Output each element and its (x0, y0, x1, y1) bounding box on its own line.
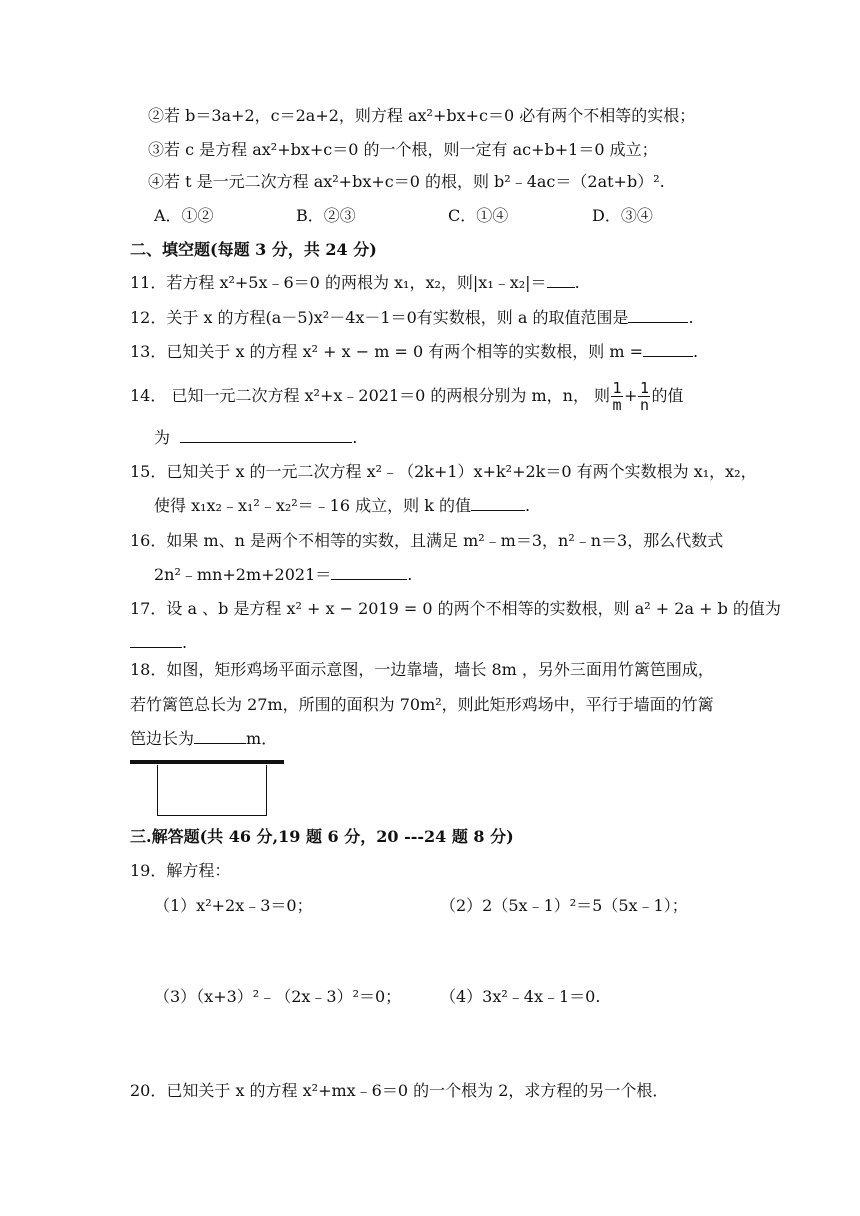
fraction-numerator: 1 (612, 379, 622, 397)
statement-2: ②若 b＝3a+2，c＝2a+2，则方程 ax²+bx+c＝0 必有两个不相等的实根； (148, 106, 696, 125)
question-14-text: 14． 已知一元二次方程 x²+x﹣2021＝0 的两根分别为 m，n， 则 (130, 386, 611, 405)
answer-blank[interactable] (643, 342, 693, 357)
fraction-1-over-m (611, 380, 623, 413)
answer-blank[interactable] (180, 428, 352, 443)
question-18-line-2: 若竹篱笆总长为 27m，所围的面积为 70m²，则此矩形鸡场中，平行于墙面的竹篱 (130, 695, 714, 714)
question-16: 16．如果 m、n 是两个不相等的实数，且满足 m²﹣m＝3，n²﹣n＝3，那么代数式 (130, 531, 724, 550)
question-11-end: . (574, 273, 580, 292)
question-13-text: 13．已知关于 x 的方程 x² + x − m = 0 有两个相等的实数根，则 m = (130, 342, 644, 361)
option-d: D．③④ (592, 206, 653, 225)
question-18-tail: m． (246, 729, 278, 748)
statement-3: ③若 c 是方程 ax²+bx+c＝0 的一个根，则一定有 ac+b+1＝0 成立； (148, 140, 658, 159)
fraction-1-over-n (638, 380, 650, 413)
question-17-line-2 (130, 632, 187, 654)
question-15: 15．已知关于 x 的一元二次方程 x²﹣（2k+1）x+k²+2k＝0 有两个实数根为 x₁，x₂， (130, 462, 757, 481)
wall-line (130, 760, 284, 764)
question-11 (130, 272, 580, 294)
fraction-denominator: m (612, 396, 622, 414)
question-14 (130, 380, 683, 413)
answer-blank[interactable] (130, 633, 182, 648)
answer-blank[interactable] (194, 729, 246, 744)
question-13 (130, 341, 698, 363)
question-13-end: . (693, 342, 699, 361)
fraction-numerator: 1 (639, 379, 649, 397)
plus-sign: + (624, 386, 638, 405)
question-15-line-2-text: 使得 x₁x₂﹣x₁²﹣x₂²＝﹣16 成立，则 k 的值 (154, 496, 471, 515)
question-15-line-2 (154, 495, 530, 517)
answer-blank[interactable] (331, 565, 407, 580)
question-20: 20．已知关于 x 的方程 x²+mx﹣6＝0 的一个根为 2，求方程的另一个根． (130, 1081, 669, 1100)
question-18-line-3 (130, 728, 277, 750)
question-18: 18．如图，矩形鸡场平面示意图，一边靠墙，墙长 8m ，另外三面用竹篱笆围成， (130, 660, 714, 679)
question-19: 19．解方程： (130, 861, 231, 880)
question-12-end: . (688, 308, 694, 327)
question-19-part-1: （1）x²+2x﹣3＝0； (154, 896, 313, 915)
answer-blank[interactable] (628, 308, 688, 323)
question-12 (130, 307, 694, 329)
question-15-end: . (524, 496, 531, 515)
question-19-part-4: （4）3x²﹣4x﹣1＝0. (440, 987, 601, 1006)
chicken-farm-rectangle (157, 765, 267, 816)
question-16-end: . (407, 565, 413, 584)
section-2-title: 二、填空题(每题 3 分，共 24 分) (130, 240, 377, 259)
question-14-end: . (352, 428, 358, 447)
question-14-line-2 (154, 427, 357, 449)
question-19-part-2: （2）2（5x﹣1）²＝5（5x﹣1）； (440, 896, 688, 915)
question-14-head: 为 (154, 428, 171, 447)
question-14-tail: 的值 (651, 386, 684, 405)
question-18-head: 笆边长为 (130, 729, 195, 748)
question-16-line-2 (154, 564, 412, 586)
option-a: A．①② (154, 206, 214, 225)
answer-blank[interactable] (547, 273, 575, 288)
answer-blank[interactable] (471, 496, 525, 511)
question-19-part-3: （3）（x+3）²﹣（2x﹣3）²＝0； (154, 987, 402, 1006)
question-17-end: . (182, 633, 188, 652)
section-3-title: 三.解答题(共 46 分,19 题 6 分，20 ---24 题 8 分) (130, 827, 514, 846)
question-12-text: 12．关于 x 的方程(a－5)x²－4x－1＝0有实数根，则 a 的取值范围是 (130, 308, 629, 327)
question-17: 17．设 a 、b 是方程 x² + x − 2019 = 0 的两个不相等的实数根，则 a² + 2a + b 的值为 (130, 599, 781, 618)
fraction-denominator: n (639, 396, 649, 414)
option-b: B．②③ (296, 206, 356, 225)
question-16-line-2-text: 2n²﹣mn+2m+2021＝ (154, 565, 332, 584)
statement-4: ④若 t 是一元二次方程 ax²+bx+c＝0 的根，则 b²﹣4ac＝（2at+b）². (148, 172, 665, 191)
option-c: C．①④ (448, 206, 509, 225)
question-11-text: 11．若方程 x²+5x﹣6＝0 的两根为 x₁，x₂，则|x₁﹣x₂|＝ (130, 273, 547, 292)
